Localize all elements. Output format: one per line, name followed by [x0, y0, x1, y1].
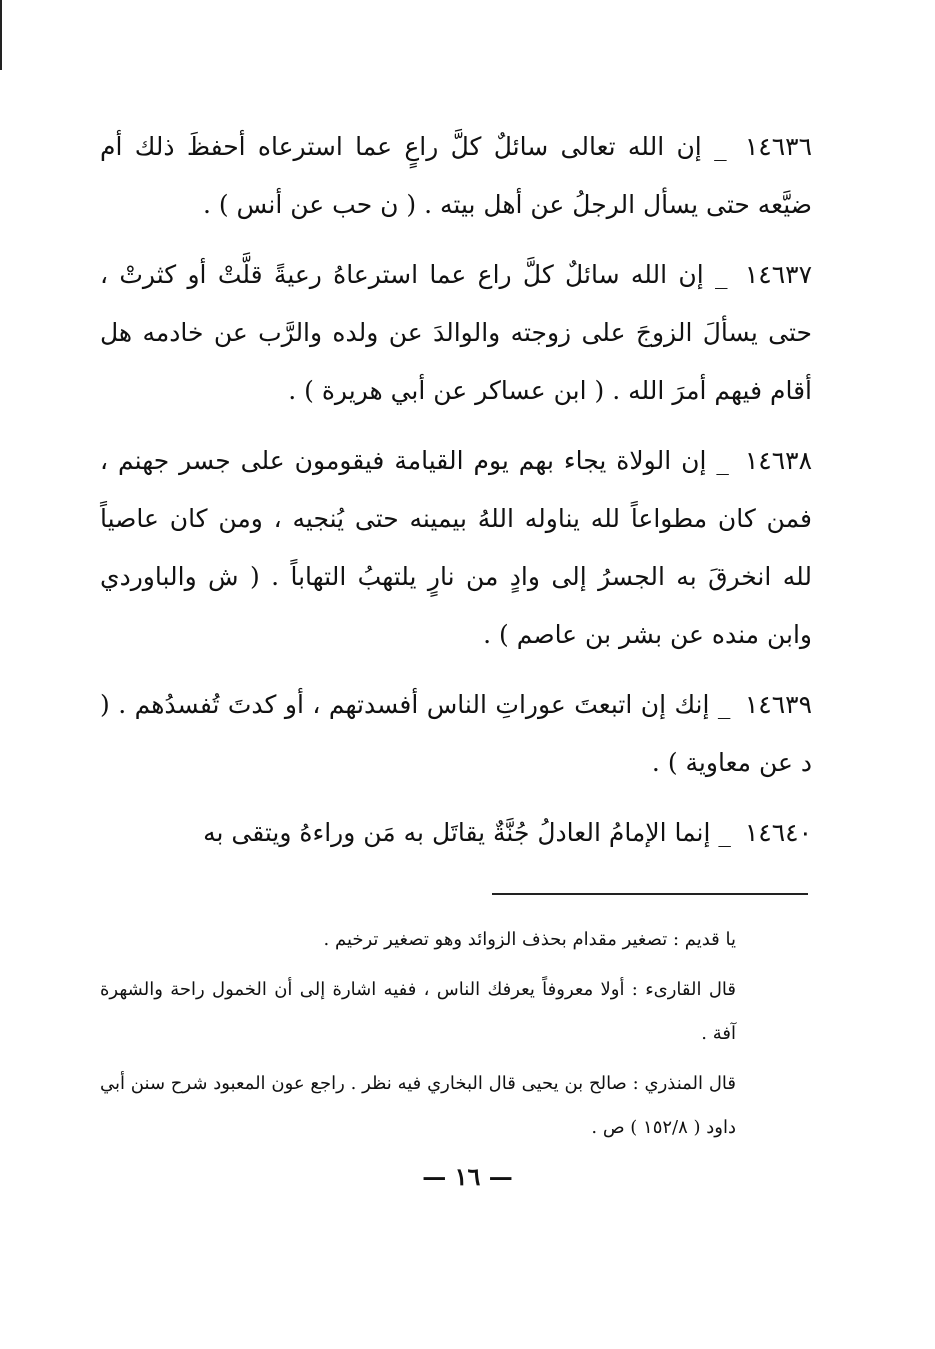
hadith-text: إنك إن اتبعتَ عوراتِ الناس أفسدتهم ، أو كدتَ تُفسدُهم . ( د عن معاوية ) . — [100, 690, 812, 777]
hadith-separator: _ — [717, 690, 731, 719]
hadith-14637 — [100, 246, 812, 420]
footnote: قال المنذري : صالح بن يحيى قال البخاري فيه نظر . راجع عون المعبود شرح سنن أبي داود ( ١٥٢/٨ ) ص . — [100, 1073, 736, 1138]
footnotes — [100, 918, 736, 1156]
hadith-separator: _ — [716, 446, 729, 475]
hadith-14640 — [100, 804, 812, 862]
hadith-list — [100, 118, 812, 874]
footnote-divider — [492, 893, 808, 895]
hadith-number: ١٤٦٣٦ — [744, 132, 813, 161]
hadith-separator: _ — [714, 132, 727, 161]
hadith-separator: _ — [715, 260, 728, 289]
hadith-number: ١٤٦٤٠ — [744, 818, 812, 847]
hadith-text: إن الله سائلٌ كلَّ راع عما استرعاهُ رعيةً قلَّتْ أو كثرتْ ، حتى يسألَ الزوجَ على زوجته والوالدَ عن ولده والرَّب عن خادمه هل أقام فيهم أمرَ الله . ( ابن عساكر عن أبي هريرة ) . — [100, 260, 812, 405]
page-edge-rule — [0, 0, 2, 70]
hadith-text: إن الولاة يجاء بهم يوم القيامة فيقومون على جسر جهنم ، فمن كان مطواعاً لله يناوله اللهُ بيمينه حتى يُنجيه ، ومن كان عاصياً لله انخرقَ به الجسرُ إلى وادٍ من نارٍ يلتهبُ التهاباً . ( ش والباوردي وابن منده عن بشر بن عاصم ) . — [100, 446, 812, 649]
hadith-separator: _ — [718, 818, 731, 847]
hadith-14639 — [100, 676, 812, 792]
hadith-14638 — [100, 432, 812, 664]
page-number: — ١٦ — — [422, 1162, 513, 1191]
footnote: قال القارىء : أولا معروفاً يعرفك الناس ، ففيه اشارة إلى أن الخمول راحة والشهرة آفة . — [100, 979, 736, 1044]
hadith-number: ١٤٦٣٧ — [744, 260, 812, 289]
hadith-14636 — [100, 118, 812, 234]
hadith-text: إنما الإمامُ العادلُ جُنَّةٌ يقاتَل به مَن وراءهُ ويتقى به — [203, 818, 711, 847]
hadith-number: ١٤٦٣٨ — [744, 446, 812, 475]
hadith-text: إن الله تعالى سائلٌ كلَّ راعٍ عما استرعاه أحفظَ ذلك أم ضيَّعه حتى يسأل الرجلُ عن أهل بيته . ( ن حب عن أنس ) . — [100, 132, 812, 219]
hadith-number: ١٤٦٣٩ — [744, 690, 812, 719]
footnote: يا قديم : تصغير مقدام بحذف الزوائد وهو تصغير ترخيم . — [323, 929, 736, 950]
